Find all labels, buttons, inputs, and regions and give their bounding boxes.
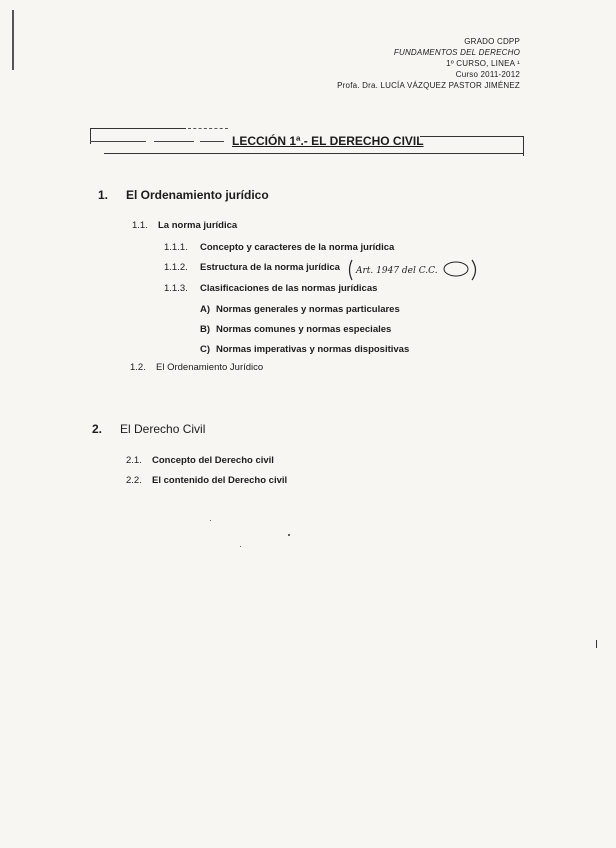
scan-edge-mark bbox=[12, 10, 14, 70]
toc-item-label: Normas generales y normas particulares bbox=[216, 304, 400, 315]
toc-item-number: A) bbox=[200, 304, 211, 315]
lesson-title-box bbox=[90, 128, 524, 154]
toc-item-number: 1.2. bbox=[130, 362, 146, 373]
toc-item-a bbox=[200, 304, 400, 315]
toc-item-1-1 bbox=[132, 220, 237, 231]
toc-item-label: Concepto y caracteres de la norma jurídica bbox=[200, 242, 395, 253]
toc-item-b bbox=[200, 324, 391, 335]
toc-item-label: Concepto del Derecho civil bbox=[152, 455, 274, 466]
toc-item-label: El contenido del Derecho civil bbox=[152, 475, 288, 486]
toc-item-label: El Derecho Civil bbox=[120, 422, 206, 436]
scan-speck bbox=[596, 640, 597, 648]
handwritten-parentheses-icon bbox=[346, 257, 480, 283]
toc-item-label: Clasificaciones de las normas jurídicas bbox=[200, 283, 378, 294]
toc-item-number: 2.2. bbox=[126, 475, 142, 486]
toc-item-c bbox=[200, 344, 409, 355]
header-degree: GRADO CDPP bbox=[464, 37, 520, 46]
toc-item-label: Estructura de la norma jurídica bbox=[200, 262, 340, 273]
toc-item-number: 2.1. bbox=[126, 455, 142, 466]
toc-item-label: El Ordenamiento Jurídico bbox=[156, 362, 264, 373]
toc-item-2 bbox=[92, 422, 205, 436]
toc-item-number: 1. bbox=[98, 188, 109, 202]
toc-item-1-1-3 bbox=[164, 283, 377, 294]
course-header bbox=[337, 36, 520, 91]
toc-item-2-2 bbox=[126, 475, 287, 486]
toc-item-number: C) bbox=[200, 344, 211, 355]
handwritten-note-text: Art. 1947 del C.C. bbox=[356, 266, 438, 276]
toc-item-number: 2. bbox=[92, 422, 103, 436]
toc-item-1 bbox=[98, 188, 269, 202]
header-professor: Profa. Dra. LUCÍA VÁZQUEZ PASTOR JIMÉNEZ bbox=[337, 81, 520, 90]
toc-item-label: Normas comunes y normas especiales bbox=[216, 324, 392, 335]
toc-item-1-1-1 bbox=[164, 242, 394, 253]
toc-item-number: 1.1.1. bbox=[164, 242, 188, 253]
toc-item-2-1 bbox=[126, 455, 274, 466]
scan-speck bbox=[240, 546, 241, 547]
toc-item-number: B) bbox=[200, 324, 211, 335]
handwritten-annotation bbox=[346, 257, 480, 283]
toc-item-label: El Ordenamiento jurídico bbox=[126, 188, 269, 202]
header-course: 1º CURSO, LINEA ¹ bbox=[446, 59, 520, 68]
toc-item-1-2 bbox=[130, 362, 263, 373]
toc-item-number: 1.1.3. bbox=[164, 283, 188, 294]
scan-speck bbox=[210, 520, 211, 521]
toc-item-number: 1.1. bbox=[132, 220, 148, 231]
header-year: Curso 2011-2012 bbox=[455, 70, 520, 79]
toc-item-label: La norma jurídica bbox=[158, 220, 238, 231]
header-subject: FUNDAMENTOS DEL DERECHO bbox=[393, 48, 520, 57]
toc-item-label: Normas imperativas y normas dispositivas bbox=[216, 344, 410, 355]
toc-item-number: 1.1.2. bbox=[164, 262, 188, 273]
toc-item-1-1-2 bbox=[164, 262, 340, 273]
lesson-title: LECCIÓN 1ª.- EL DERECHO CIVIL bbox=[232, 134, 424, 148]
scan-speck bbox=[288, 534, 290, 536]
